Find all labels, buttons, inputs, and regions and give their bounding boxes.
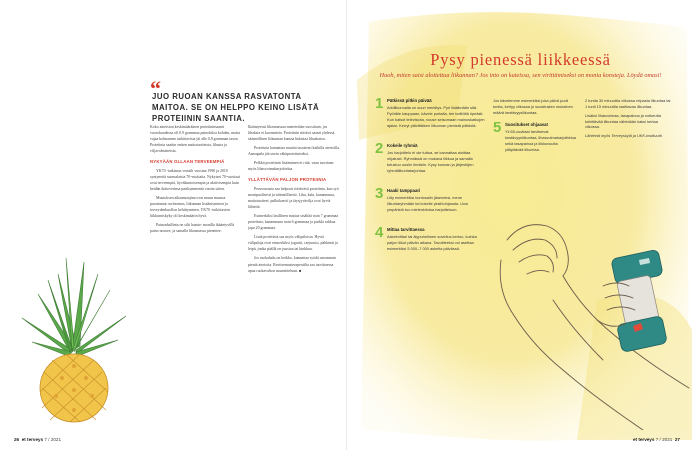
body-paragraph: Esimerkiksi lasillinen maitoa sisältää noin 7 grammaa proteiinia, kananmuna noin 6 grammaa ja purkki rahkaa jopa 20 grammaa.: [248, 214, 339, 231]
quote-mark-icon: “: [150, 76, 161, 101]
article-headline: Pysy pienessä liikkeessä: [430, 50, 611, 69]
body-paragraph: Lisäksi lihasvoimaa, tasapainoa ja notkeutta kehittävää liikuntaa vähintään kaksi kertaa viikossa.: [585, 112, 661, 130]
right-page: [347, 0, 694, 450]
pineapple-illustration: [14, 254, 132, 426]
tip-item: [375, 95, 485, 129]
tip-title: Pätkissä pitkin päivää: [387, 98, 432, 103]
article-subtitle: Huoh, miten saisi aloitettua liikunnan? Jos into on kateissa, sen virittämiseksi on monia konsteja. Löydä omasi!: [379, 72, 662, 79]
tip-number: 2: [375, 139, 384, 157]
page-number: 27: [674, 437, 680, 442]
issue-number: 7 / 2021: [655, 437, 673, 442]
tips-column-1: [375, 95, 485, 258]
tip-title: Kokeile ryhmiä: [387, 142, 418, 148]
issue-number: 7 / 2021: [44, 437, 62, 442]
tips-column-2: [493, 98, 577, 158]
tip-body: Arkiliikunnalla on suuri merkitys. Pyri lisäämään sitä. Pyöräile kauppaan, kävele portaita, tee kotitöitä ripeästi. Kun katsot televisiota, nouse seisomaan mainoskatkojen ajaksi. Kerryt päivittäisen liikunnan pienistä pätkistä.: [387, 105, 485, 129]
tip-body: Liity esimerkiksi kuntosalin jäseneksi, mene liikuntaryhmään tai kokeile yksilöohjausta. Uusi ympäristö tuo mielenkiintoa harjoitteluun.: [387, 195, 469, 212]
body-paragraph: Painonhallinta on silti haaste: monilla ikääntyvillä paino nousee, ja samalla lihasmassa pienenee.: [150, 223, 235, 234]
body-paragraph: YK70 -tutkimus vertaili vuosina 1990 ja 2010 syntyneitä suomalaisia 70-vuotiaita. Nykyiset 70-vuotiaat ovat terveempiä, hyväkuntoisempia ja aktiivisempia kuin heidän ikätoverinsa parikymmentä vuotta sitten.: [150, 168, 240, 192]
tip-item: [493, 118, 577, 153]
tip-body: Jos harjoittelu ei ole tuttua, se kannattaa aloittaa ohjatusti. Ryhmässä on mukava liikkua ja samalla tutustuu uusiin ihmisiin. Kysy kunnan ja järjestöjen ryhmäliikuntatarjontaa.: [387, 150, 474, 173]
body-paragraph: Proteiinia kannattaa nauttia tasaisesti kaikilla aterioilla. Aamupala jää usein vähäproteiiniseksi.: [248, 146, 340, 157]
intro-paragraph: Koko aineiston keskimääräinen proteiininsaanti vuorokaudessa oli 0,9 grammaa painokiloa kohden, mutta vajaa kolmannes tutkittavista jäi alle 0,8 gramman tason. Proteiinia saatiin eniten maitotuotteista, lihasta ja viljavalmisteista.: [150, 125, 241, 154]
tip-title: Suositukset ohjaavat: [505, 121, 548, 127]
page-footer-left: [14, 437, 61, 442]
tip-title: Mittaa tarvittaessa: [387, 226, 425, 232]
tip-item: [375, 184, 485, 213]
tip-number: 3: [375, 184, 384, 202]
tip-title: Haaki tamppaari: [387, 187, 421, 193]
tip-number: 1: [375, 95, 384, 112]
body-paragraph: Muutoksen aikaansaajina ovat muun muassa parantunut ravitsemus, liikunnan lisääntyminen ja terveydenhuollon kehittyminen. YK70 -tutkittavien liikkumiskyky oli keskimäärin hyvä.: [150, 196, 231, 219]
article-column-1: [150, 124, 242, 237]
source-credit: Lähteinä myös Terveyskylä ja UKK-instituutti.: [585, 133, 663, 139]
body-paragraph: 2 tuntia 30 minuuttia viikossa reipasta liikuntaa tai 1 tunti 15 minuuttia rasittavaa liikuntaa.: [585, 98, 671, 109]
tip-body: Askelmittari tai älypuhelimen sovellus kertoo, kuinka paljon liikut päivän aikana. Tavoitteeksi voi asettaa esimerkiksi 5 000–7 000 askelta päivässä.: [387, 234, 477, 251]
body-paragraph: Jos ruokahalu on heikko, kannattaa syödä useammin pieniä aterioita. Ravitsemusterapeutilta saa tarvittaessa apua ruokavalion suunnitteluun. ■: [248, 256, 336, 273]
tip-number: 5: [493, 118, 502, 136]
tip-number: 4: [375, 223, 384, 241]
page-footer-right: [633, 437, 680, 442]
section-heading: NYKYÄÄN OLLAAN TERVEEMPIÄ: [150, 159, 225, 165]
magazine-name: et terveys: [21, 437, 44, 442]
tip-item: [375, 223, 485, 252]
body-paragraph: Lisää proteiinia saa myös välipaloista. Hyviä välipaloja ovat esimerkiksi jogurtti, raejuusto, pähkinät ja leipä, jonka päällä on juustoa tai kinkkua.: [248, 235, 338, 252]
tip-body: Yli 65-vuotiaat tarvitsevat kestävyysliikuntaa, lihasvoimaharjoittelua sekä tasapainoa ja liikkuvuutta ylläpitävää liikuntaa.: [505, 129, 576, 152]
article-column-2: [248, 124, 340, 277]
section-heading: YLLÄTTÄVÄN PALJON PROTEIINIA: [248, 177, 327, 183]
magazine-name: et terveys: [632, 437, 655, 442]
pull-quote: JUO RUOAN KANSSA RASVATONTA MAITOA. SE ON HELPPO KEINO LISÄTÄ PROTEIININ SAANTIA.: [152, 92, 320, 123]
body-paragraph: Ikääntyessä lihasmassaa menetetään vuosittain, jos lihaksia ei kuormiteta. Proteiinin riittävä saanti yhdessä säännöllisen liikunnan kanssa hidastaa lihaskatoa.: [248, 125, 335, 142]
body-paragraph: Pelkkä proteiinin lisääminen ei riitä, vaan tarvitaan myös lihasvoimaharjoittelua.: [248, 161, 334, 172]
body-paragraph: Perusruoasta saa helposti riittävästi proteiinia, kun syö monipuolisesti ja säännöllisesti. Liha, kala, kananmuna, maitotuotteet, palkokasvit ja täysjyvävilja ovat hyviä lähteitä.: [248, 186, 339, 210]
tips-column-3: [585, 98, 671, 142]
tip-item-5-wrapper: [493, 118, 577, 153]
hand-with-dumbbell-illustration: [493, 200, 694, 430]
tip-item: [375, 139, 485, 174]
body-paragraph: Jos kävelemme esimerkiksi joka päivä puoli tuntia, kertyy viikossa jo suositusten mukainen määrä kestävyysliikuntaa.: [493, 98, 573, 115]
page-number: 26: [14, 437, 20, 442]
